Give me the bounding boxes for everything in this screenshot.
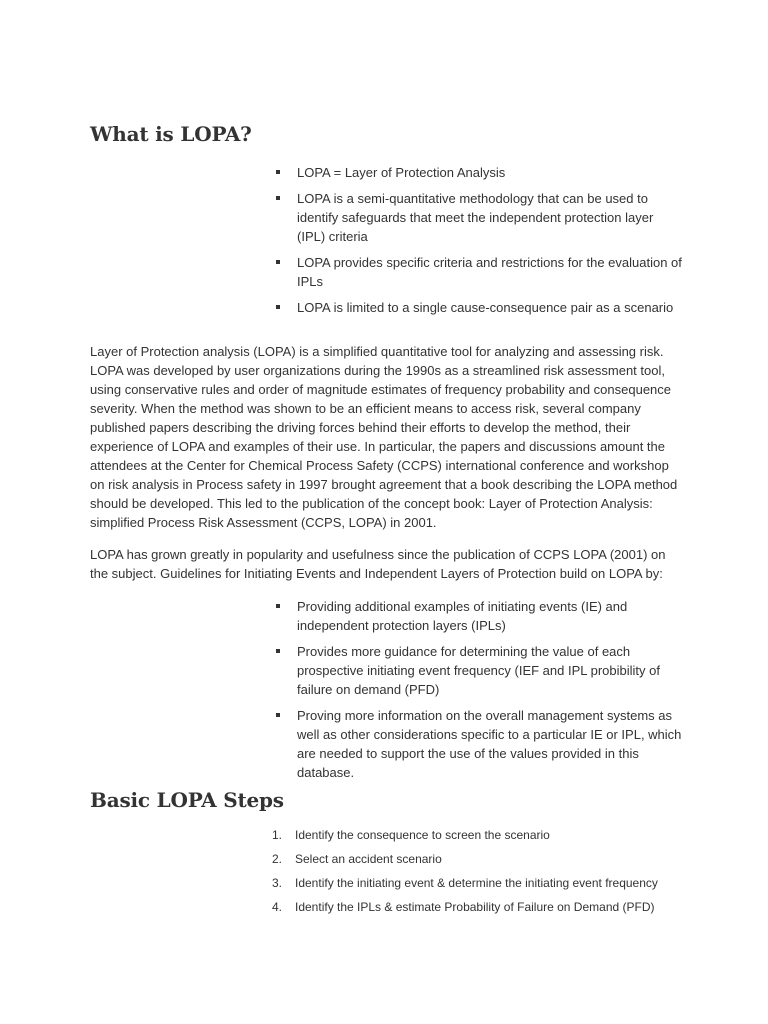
step-text: Identify the IPLs & estimate Probability of Failure on Demand (PFD) [295,900,655,914]
guidelines-list [272,597,684,782]
bullet-icon [276,196,280,200]
bullet-icon [276,305,280,309]
list-item [272,850,712,868]
list-item: LOPA = Layer of Protection Analysis [272,163,684,182]
step-number: 4. [272,900,283,914]
list-item: Providing additional examples of initiating events (IE) and independent protection layers (IPLs) [272,597,684,635]
lopa-steps-list [272,826,712,916]
list-item [272,826,712,844]
lopa-definition-list [272,163,684,317]
list-item [272,874,712,892]
bullet-icon [276,713,280,717]
list-item: LOPA is a semi-quantitative methodology that can be used to identify safeguards that meet the independent protection layer (IPL) criteria [272,189,684,246]
step-number: 3. [272,876,283,890]
step-number: 1. [272,828,283,842]
list-item [272,898,712,916]
bullet-icon [276,604,280,608]
heading-basic-lopa-steps: Basic LOPA Steps [90,788,284,812]
list-item: Provides more guidance for determining the value of each prospective initiating event frequency (IEF and IPL probibility of failure on demand (PFD) [272,642,684,699]
list-item: Proving more information on the overall management systems as well as other considerations specific to a particular IE or IPL, which are needed to support the use of the values provided in this database. [272,706,684,782]
step-text: Identify the initiating event & determine the initiating event frequency [295,876,658,890]
paragraph-lopa-growth: LOPA has grown greatly in popularity and usefulness since the publication of CCPS LOPA (2001) on the subject. Guidelines for Initiating Events and Independent Layers of Protection build on LOPA by: [90,547,666,581]
step-number: 2. [272,852,283,866]
bullet-icon [276,649,280,653]
paragraph-lopa-history: Layer of Protection analysis (LOPA) is a simplified quantitative tool for analyzing and assessing risk. LOPA was developed by user organizations during the 1990s as a streamlined risk assessment tool, using conservative rules and order of magnitude estimates of frequency probability and consequence severity. When the method was shown to be an efficient means to access risk, several company published papers describing the driving forces behind their efforts to develop the method, their experience of LOPA and examples of their use. In particular, the papers and discussions amount the attendees at the Center for Chemical Process Safety (CCPS) international conference and workshop on risk analysis in Process safety in 1997 brought agreement that a book describing the LOPA method should be developed. This led to the publication of the concept book: Layer of Protection Analysis: simplified Process Risk Assessment (CCPS, LOPA) in 2001. [90,344,678,530]
list-item: LOPA is limited to a single cause-consequence pair as a scenario [272,298,684,317]
heading-what-is-lopa: What is LOPA? [90,122,252,146]
bullet-icon [276,260,280,264]
bullet-icon [276,170,280,174]
step-text: Identify the consequence to screen the scenario [295,828,550,842]
list-item: LOPA provides specific criteria and restrictions for the evaluation of IPLs [272,253,684,291]
step-text: Select an accident scenario [295,852,442,866]
